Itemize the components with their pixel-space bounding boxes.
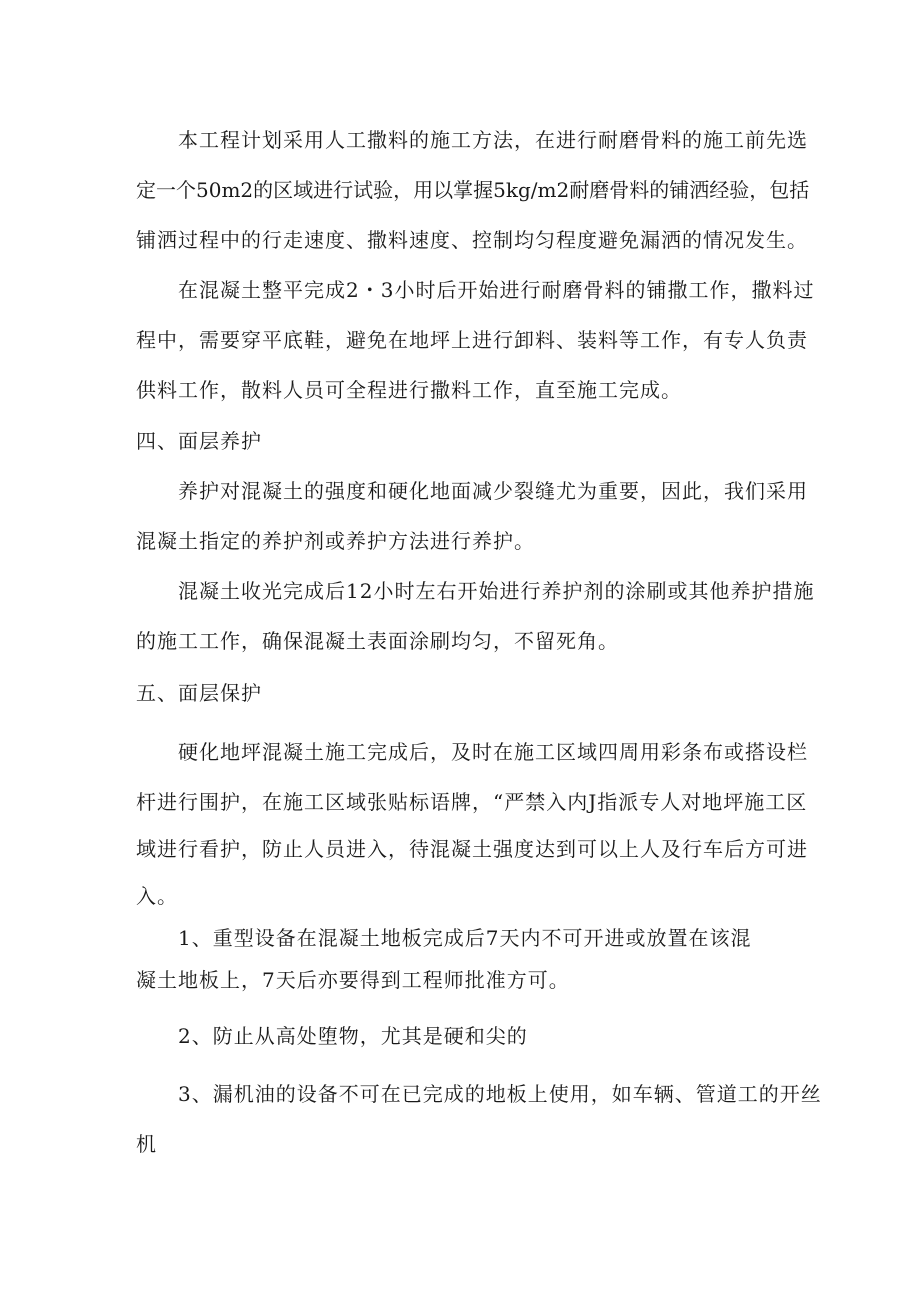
paragraph-5-line-3: 域进行看护，防止人员进入，待混凝土强度达到可以上人及行车后方可进 [136,837,808,861]
paragraph-5-line-2: 杆进行围护，在施工区域张贴标语牌，“严禁入内J指派专人对地坪施工区 [136,790,808,814]
list-item-2: 2、防止从高处堕物，尤其是硬和尖的 [178,1024,528,1048]
paragraph-4-line-2: 的施工工作，确保混凝土表面涂刷均匀，不留死角。 [136,629,619,653]
list-item-1-line-2: 凝土地板上，7天后亦要得到工程师批准方可。 [136,968,570,992]
list-item-3-line-1: 3、漏机油的设备不可在已完成的地板上使用，如车辆、管道工的开丝 [178,1082,822,1106]
paragraph-2-line-1: 在混凝土整平完成2・3小时后开始进行耐磨骨料的铺撒工作，撒料过 [178,278,815,302]
list-item-1-line-1: 1、重型设备在混凝土地板完成后7天内不可开进或放置在该混 [178,926,752,950]
paragraph-1-line-2: 定一个50m2的区域进行试验，用以掌握5kg∕m2耐磨骨料的铺洒经验，包括 [136,178,810,202]
paragraph-2-line-3: 供料工作，散料人员可全程进行撒料工作，直至施工完成。 [136,378,682,402]
paragraph-5-line-1: 硬化地坪混凝土施工完成后，及时在施工区域四周用彩条布或搭设栏 [178,740,808,764]
section-heading-5: 五、面层保护 [136,681,262,705]
paragraph-3-line-2: 混凝土指定的养护剂或养护方法进行养护。 [136,529,535,553]
paragraph-4-line-1: 混凝土收光完成后12小时左右开始进行养护剂的涂刷或其他养护措施 [178,579,815,603]
paragraph-2-line-2: 程中，需要穿平底鞋，避免在地坪上进行卸料、装料等工作，有专人负责 [136,328,808,352]
paragraph-3-line-1: 养护对混凝土的强度和硬化地面减少裂缝尤为重要，因此，我们采用 [178,479,808,503]
list-item-3-line-2: 机 [136,1132,157,1156]
paragraph-1-line-3: 铺洒过程中的行走速度、撒料速度、控制均匀程度避免漏洒的情况发生。 [136,228,808,252]
section-heading-4: 四、面层养护 [136,429,262,453]
paragraph-1-line-1: 本工程计划采用人工撒料的施工方法，在进行耐磨骨料的施工前先选 [178,128,808,152]
paragraph-5-line-4: 入。 [136,884,178,908]
